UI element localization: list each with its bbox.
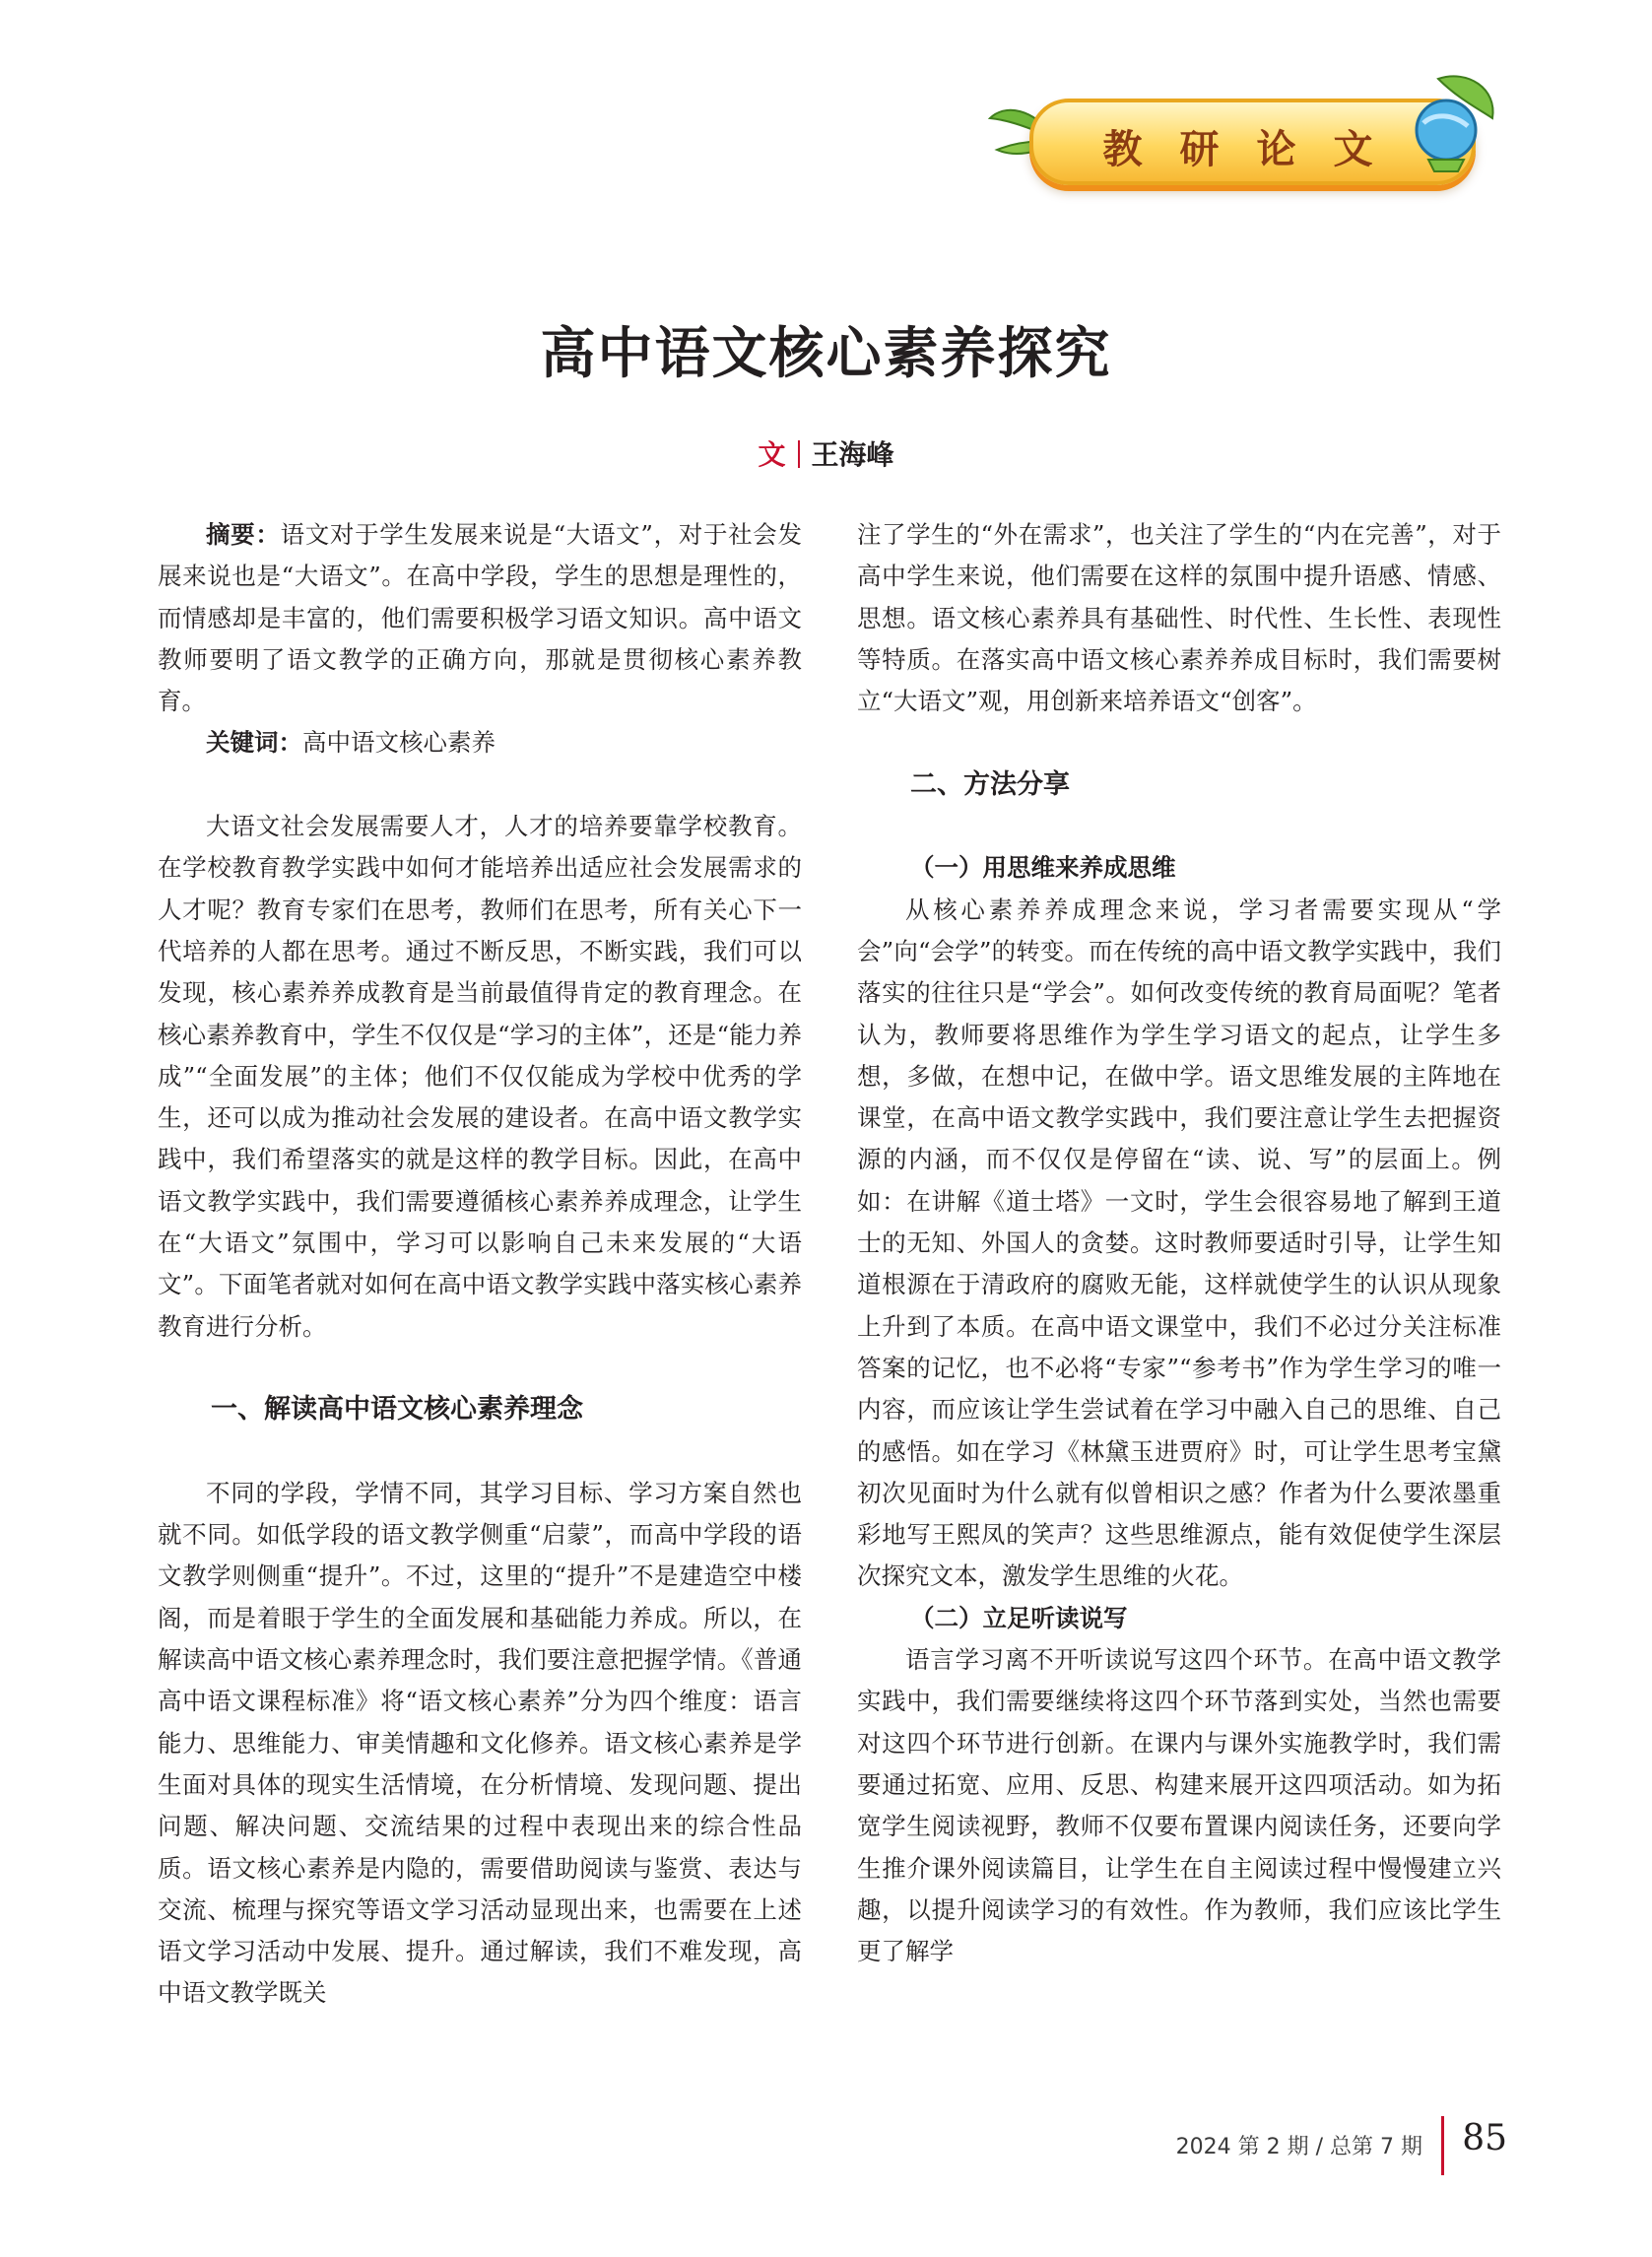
section1-heading: 一、解读高中语文核心素养理念 [211, 1394, 583, 1426]
left-column [158, 514, 802, 2015]
globe-leaf-icon [1399, 69, 1507, 177]
right-column [857, 514, 1501, 1972]
spacer [158, 1431, 802, 1473]
keywords-label: 关键词： [206, 728, 302, 758]
abstract-text: 语文对于学生发展来说是“大语文”，对于社会发展来说也是“大语文”。在高中学段，学生的思想是理性的，而情感却是丰富的，他们需要积极学习语文知识。高中语文教师要明了语文教学的正确方向，那就是贯彻核心素养教育。 [158, 520, 802, 716]
spacer [158, 1348, 802, 1389]
subsection2-heading: （二）立足听读说写 [910, 1603, 1128, 1632]
section2-heading: 二、方法分享 [910, 768, 1070, 800]
abstract [158, 514, 802, 722]
byline-prefix: 文 [758, 438, 786, 471]
issue-info: 2024 第 2 期 / 总第 7 期 [1175, 2135, 1422, 2159]
keywords [158, 722, 802, 763]
author-name: 王海峰 [811, 438, 894, 471]
section-banner [985, 69, 1497, 187]
spacer [857, 806, 1501, 847]
subsection1-paragraph: 从核心素养养成理念来说，学习者需要实现从“学会”向“会学”的转变。而在传统的高中语文教学实践中，我们落实的往往只是“学会”。如何改变传统的教育局面呢？笔者认为，教师要将思维作为学生学习语文的起点，让学生多想，多做，在想中记，在做中学。语文思维发展的主阵地在课堂，在高中语文教学实践中，我们要注意让学生去把握资源的内涵，而不仅仅是停留在“读、说、写”的层面上。例如：在讲解《道士塔》一文时，学生会很容易地了解到王道士的无知、外国人的贪婪。这时教师要适时引导，让学生知道根源在于清政府的腐败无能，这样就使学生的认识从现象上升到了本质。在高中语文课堂中，我们不必过分关注标准答案的记忆，也不必将“专家”“参考书”作为学生学习的唯一内容，而应该让学生尝试着在学习中融入自己的思维、自己的感悟。如在学习《林黛玉进贾府》时，可让学生思考宝黛初次见面时为什么就有似曾相识之感？作者为什么要浓墨重彩地写王熙凤的笑声？这些思维源点，能有效促使学生深层次探究文本，激发学生思维的火花。 [857, 895, 1501, 1591]
spacer [158, 764, 802, 806]
intro-paragraph: 大语文社会发展需要人才，人才的培养要靠学校教育。在学校教育教学实践中如何才能培养出适应社会发展需求的人才呢？教育专家们在思考，教师们在思考，所有关心下一代培养的人都在思考。通过不断反思，不断实践，我们可以发现，核心素养养成教育是当前最值得肯定的教育理念。在核心素养教育中，学生不仅仅是“学习的主体”，还是“能力养成”“全面发展”的主体；他们不仅仅能成为学校中优秀的学生，还可以成为推动社会发展的建设者。在高中语文教学实践中，我们希望落实的就是这样的教学目标。因此，在高中语文教学实践中，我们需要遵循核心素养养成理念，让学生在“大语文”氛围中，学习可以影响自己未来发展的“大语文”。下面笔者就对如何在高中语文教学实践中落实核心素养教育进行分析。 [158, 812, 802, 1341]
spacer [857, 722, 1501, 763]
byline [0, 433, 1652, 473]
continuation-paragraph: 注了学生的“外在需求”，也关注了学生的“内在完善”，对于高中学生来说，他们需要在这样的氛围中提升语感、情感、思想。语文核心素养具有基础性、时代性、生长性、表现性等特质。在落实高中语文核心素养养成目标时，我们需要树立“大语文”观，用创新来培养语文“创客”。 [857, 520, 1501, 716]
article-title: 高中语文核心素养探究 [540, 321, 1112, 386]
section-label: 教研论文 [1102, 127, 1411, 172]
byline-divider [798, 440, 800, 468]
page-number: 85 [1462, 2118, 1507, 2158]
footer-divider [1441, 2116, 1444, 2175]
keywords-text: 高中语文核心素养 [302, 728, 496, 758]
subsection2-paragraph: 语言学习离不开听读说写这四个环节。在高中语文教学实践中，我们需要继续将这四个环节落到实处，当然也需要对这四个环节进行创新。在课内与课外实施教学时，我们需要通过拓宽、应用、反思、构建来展开这四项活动。如为拓宽学生阅读视野，教师不仅要布置课内阅读任务，还要向学生推介课外阅读篇目，让学生在自主阅读过程中慢慢建立兴趣，以提升阅读学习的有效性。作为教师，我们应该比学生更了解学 [857, 1645, 1501, 1966]
page-footer [1113, 2116, 1507, 2175]
subsection1-heading: （一）用思维来养成思维 [910, 853, 1176, 883]
section1-paragraph: 不同的学段，学情不同，其学习目标、学习方案自然也就不同。如低学段的语文教学侧重“启蒙”，而高中学段的语文教学则侧重“提升”。不过，这里的“提升”不是建造空中楼阁，而是着眼于学生的全面发展和基础能力养成。所以，在解读高中语文核心素养理念时，我们要注意把握学情。《普通高中语文课程标准》将“语文核心素养”分为四个维度：语言能力、思维能力、审美情趣和文化修养。语文核心素养是学生面对具体的现实生活情境，在分析情境、发现问题、提出问题、解决问题、交流结果的过程中表现出来的综合性品质。语文核心素养是内隐的，需要借助阅读与鉴赏、表达与交流、梳理与探究等语文学习活动显现出来，也需要在上述语文学习活动中发展、提升。通过解读，我们不难发现，高中语文教学既关 [158, 1478, 802, 2008]
abstract-label: 摘要： [206, 520, 281, 549]
